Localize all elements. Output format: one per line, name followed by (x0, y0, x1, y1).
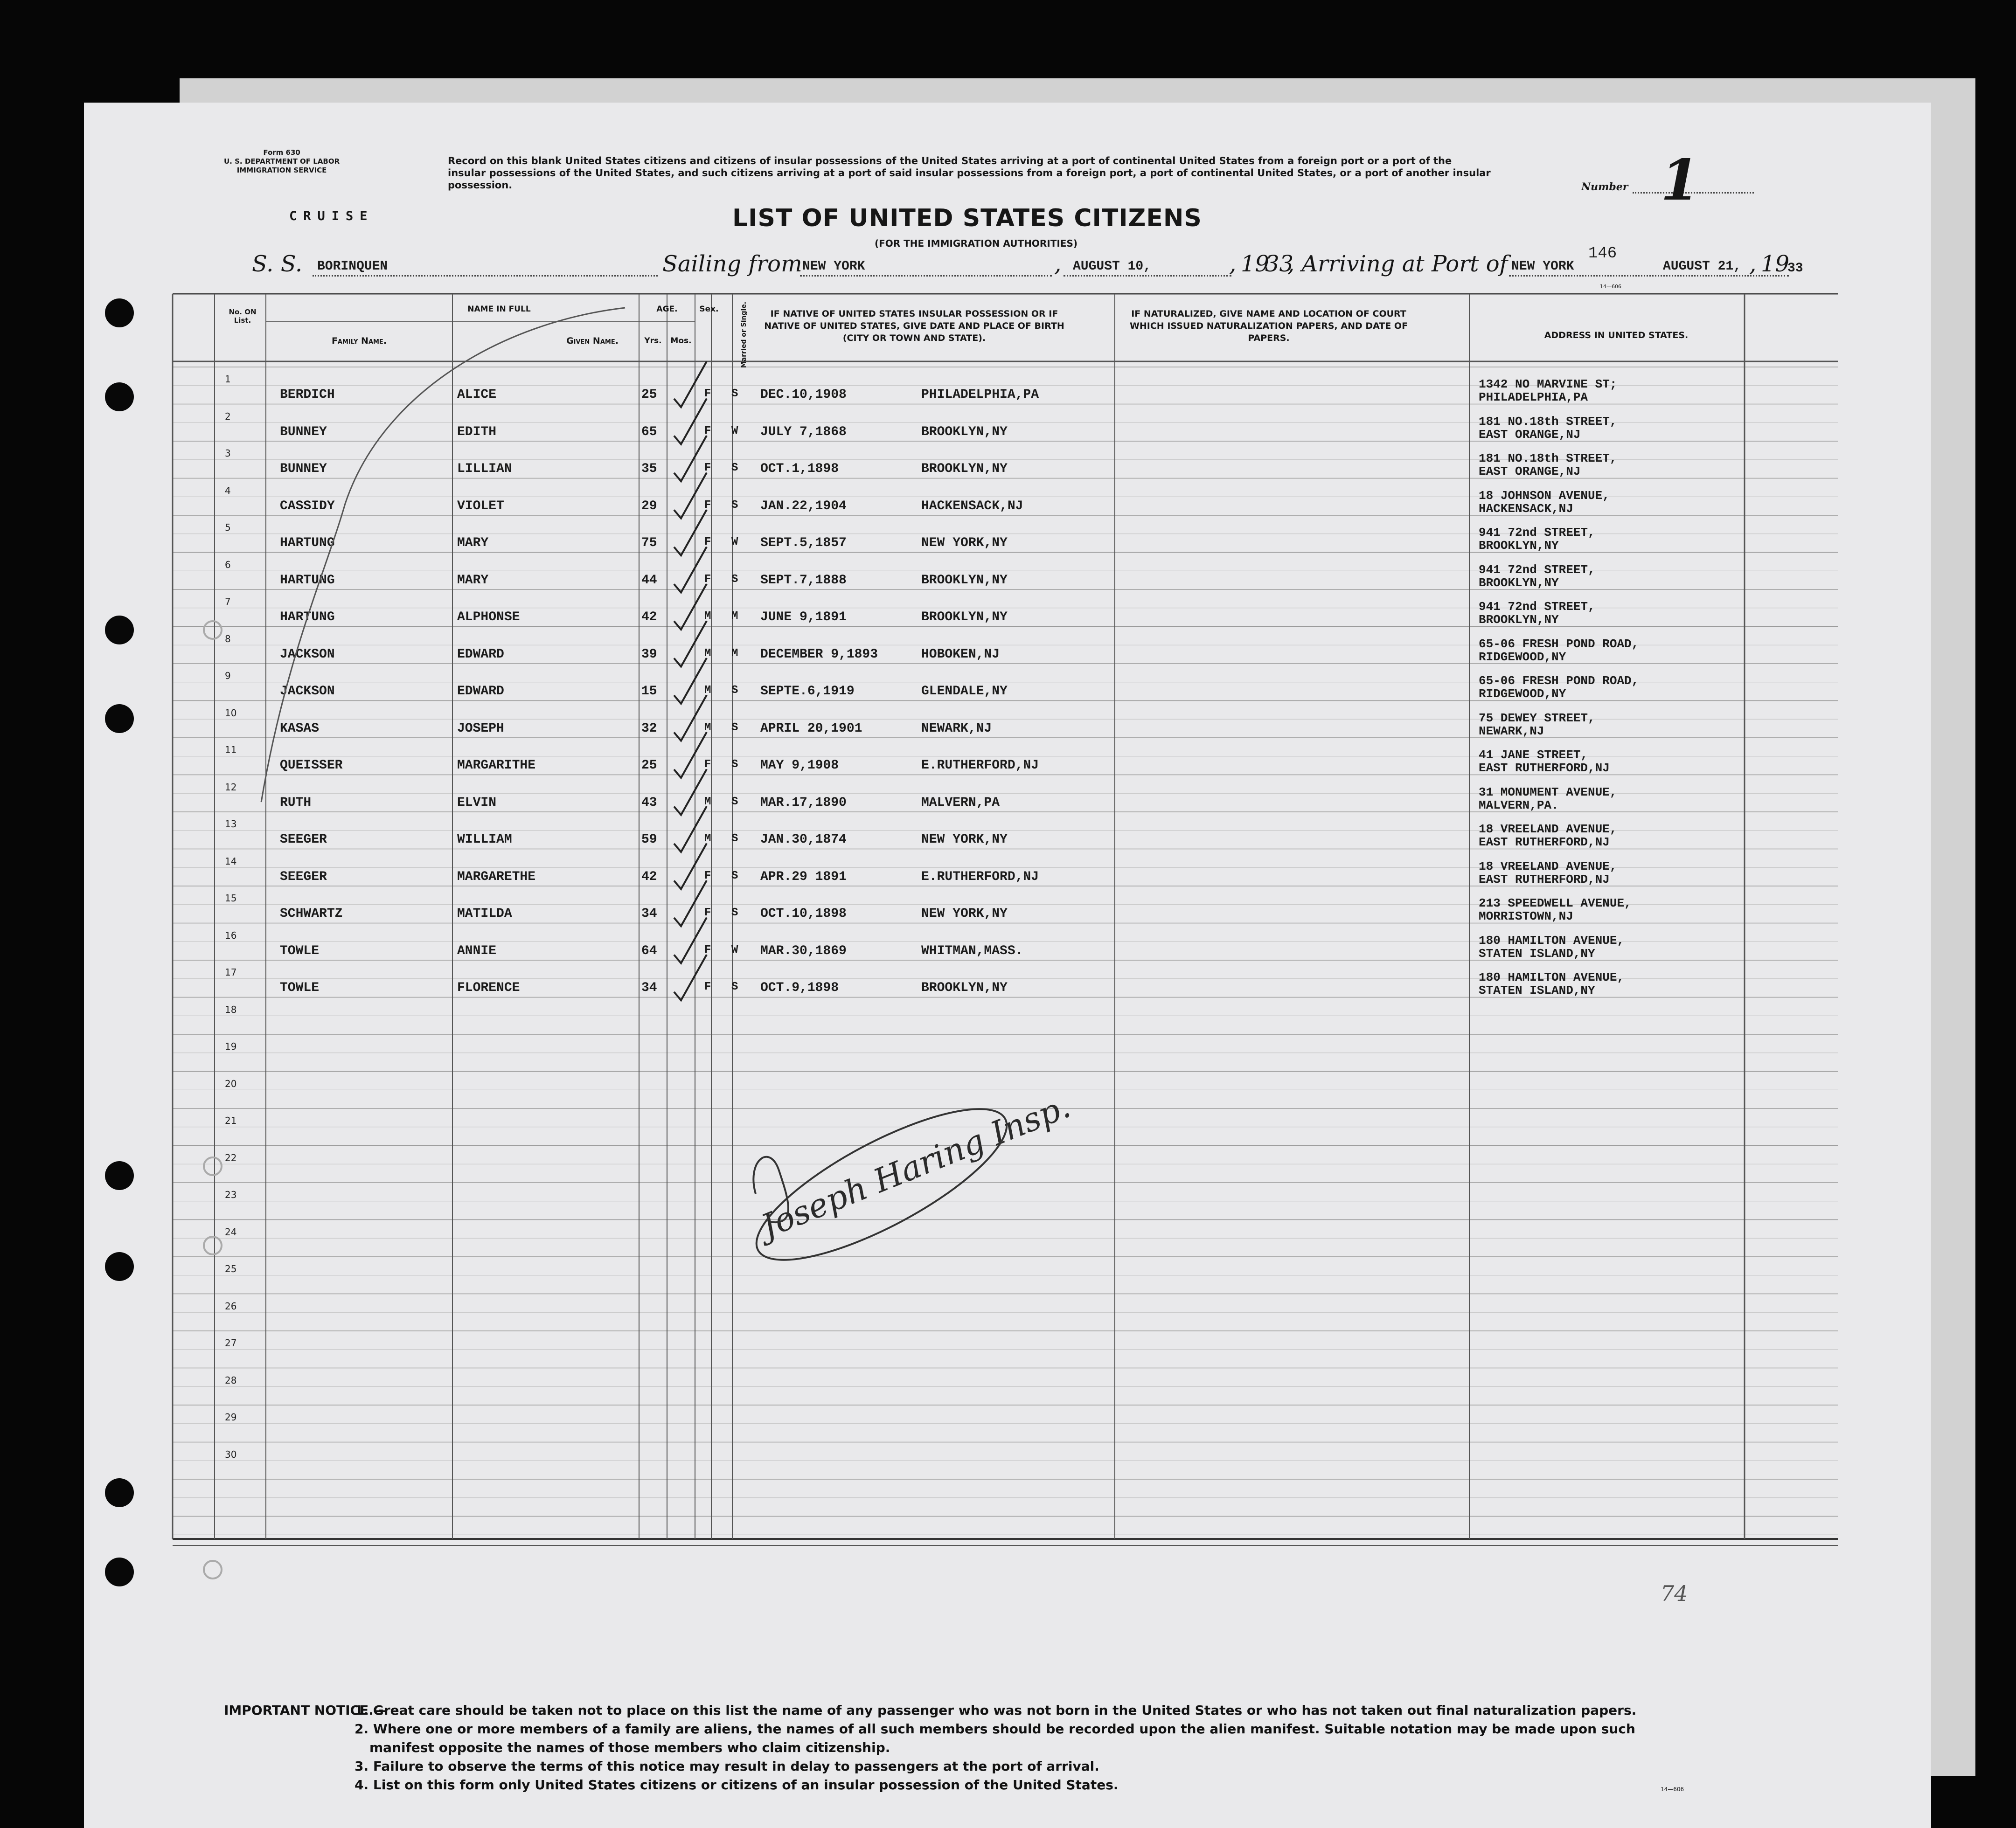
given-name-cell: MARY (457, 536, 489, 550)
given-name-cell: WILLIAM (457, 832, 512, 847)
birth-place-cell: NEWARK,NJ (921, 721, 992, 736)
family-name-cell: SEEGER (280, 869, 327, 884)
birth-place-cell: BROOKLYN,NY (921, 573, 1008, 588)
marital-status-cell: S (731, 907, 738, 919)
header-no-on-list: No. ON List. (229, 308, 257, 325)
row-number: 29 (225, 1412, 237, 1423)
family-name-cell: HARTUNG (280, 610, 335, 624)
header-age: AGE. (656, 305, 678, 314)
marital-status-cell: S (731, 462, 738, 474)
address-line-2: STATEN ISLAND,NY (1479, 983, 1595, 997)
birth-date-cell: SEPTE.6,1919 (760, 684, 855, 699)
sex-cell: F (704, 758, 711, 771)
number-label: Number (1581, 181, 1628, 193)
age-cell: 29 (641, 499, 657, 513)
birth-place-cell: WHITMAN,MASS. (921, 943, 1023, 958)
notice-heading: IMPORTANT NOTICE.— (224, 1703, 387, 1718)
marital-status-cell: S (731, 758, 738, 771)
header-naturalized: IF NATURALIZED, GIVE NAME AND LOCATION OF COURT WHICH ISSUED NATURALIZATION PAPERS, AND DATE OF PAPERS. (1129, 309, 1408, 343)
row-number: 13 (225, 818, 237, 830)
header-address: ADDRESS IN UNITED STATES. (1544, 330, 1689, 340)
row-number: 23 (225, 1189, 237, 1200)
age-cell: 34 (641, 907, 657, 921)
manifest-page (84, 103, 1931, 1828)
given-name-cell: MARGARITHE (457, 758, 536, 773)
address-line-2: RIDGEWOOD,NY (1479, 650, 1566, 664)
birth-place-cell: BROOKLYN,NY (921, 610, 1008, 624)
marital-status-cell: W (731, 943, 738, 956)
address-line-1: 18 VREELAND AVENUE, (1479, 822, 1617, 836)
binder-hole (105, 1558, 134, 1586)
sex-cell: F (704, 981, 711, 993)
family-name-cell: SEEGER (280, 832, 327, 847)
notice-item-1: 1. Great care should be taken not to place on this list the name of any passenger who was not born in the United States or who has not taken out final naturalization papers. (355, 1703, 1637, 1718)
age-cell: 34 (641, 981, 657, 995)
birth-place-cell: NEW YORK,NY (921, 832, 1008, 847)
family-name-cell: SCHWARTZ (280, 907, 343, 921)
address-line-2: EAST RUTHERFORD,NJ (1479, 835, 1610, 849)
row-number: 21 (225, 1115, 237, 1126)
sex-cell: F (704, 573, 711, 586)
address-line-2: EAST RUTHERFORD,NJ (1479, 872, 1610, 886)
age-cell: 15 (641, 684, 657, 699)
given-name-cell: EDITH (457, 424, 497, 439)
row-number: 1 (225, 374, 231, 385)
header-mos: Mos. (670, 336, 692, 346)
row-number: 4 (225, 485, 231, 496)
sex-cell: F (704, 869, 711, 882)
birth-date-cell: MAR.17,1890 (760, 795, 847, 810)
birth-date-cell: APR.29 1891 (760, 869, 847, 884)
marital-status-cell: S (731, 573, 738, 586)
birth-date-cell: OCT.10,1898 (760, 907, 847, 921)
birth-place-cell: BROOKLYN,NY (921, 424, 1008, 439)
list-title: LIST OF UNITED STATES CITIZENS (732, 204, 1202, 232)
given-name-cell: FLORENCE (457, 981, 520, 995)
address-line-2: EAST RUTHERFORD,NJ (1479, 761, 1610, 775)
address-line-2: STATEN ISLAND,NY (1479, 946, 1595, 961)
sex-cell: F (704, 499, 711, 512)
row-number: 19 (225, 1041, 237, 1052)
binder-hole (105, 382, 134, 411)
header-name-in-full: NAME IN FULL (467, 305, 531, 314)
sex-cell: F (704, 907, 711, 919)
row-number: 18 (225, 1004, 237, 1015)
birth-place-cell: NEW YORK,NY (921, 536, 1008, 550)
given-name-cell: EDWARD (457, 684, 504, 699)
given-name-cell: ALICE (457, 388, 497, 402)
row-number: 20 (225, 1078, 237, 1089)
binder-hole-ghost (203, 1560, 222, 1579)
address-line-1: 41 JANE STREET, (1479, 748, 1588, 762)
given-name-cell: ANNIE (457, 943, 497, 958)
binder-hole-ghost (203, 1236, 222, 1255)
row-number: 2 (225, 410, 231, 422)
address-line-1: 941 72nd STREET, (1479, 562, 1595, 577)
comma-3: , (1749, 251, 1757, 277)
arrival-port: NEW YORK (1511, 259, 1574, 274)
address-line-1: 181 NO.18th STREET, (1479, 414, 1617, 429)
address-line-1: 181 NO.18th STREET, (1479, 451, 1617, 465)
birth-place-cell: MALVERN,PA (921, 795, 1000, 810)
arrival-date: AUGUST 21, (1663, 259, 1742, 274)
row-number: 6 (225, 559, 231, 570)
row-number: 10 (225, 707, 237, 719)
age-cell: 59 (641, 832, 657, 847)
arrival-year: 33 (1787, 261, 1803, 276)
age-cell: 25 (641, 388, 657, 402)
given-name-cell: ELVIN (457, 795, 497, 810)
family-name-cell: BERDICH (280, 388, 335, 402)
form-code-bottom: 14—606 (1661, 1786, 1684, 1793)
birth-date-cell: JUNE 9,1891 (760, 610, 847, 624)
marital-status-cell: S (731, 721, 738, 734)
row-number: 28 (225, 1374, 237, 1386)
marital-status-cell: S (731, 499, 738, 512)
row-number: 15 (225, 893, 237, 904)
family-name-cell: TOWLE (280, 981, 320, 995)
family-name-cell: QUEISSER (280, 758, 343, 773)
marital-status-cell: W (731, 536, 738, 548)
sex-cell: M (704, 610, 711, 623)
row-number: 30 (225, 1448, 237, 1460)
family-name-cell: JACKSON (280, 647, 335, 662)
age-cell: 39 (641, 647, 657, 662)
sailing-year: 33 (1265, 251, 1294, 277)
address-line-2: PHILADELPHIA,PA (1479, 390, 1588, 404)
marital-status-cell: S (731, 981, 738, 993)
header-birth: IF NATIVE OF UNITED STATES INSULAR POSSESSION OR IF NATIVE OF UNITED STATES, GIVE DATE AND PLACE OF BIRTH (CITY OR TOWN AND STATE). (764, 309, 1064, 343)
address-line-1: 180 HAMILTON AVENUE, (1479, 933, 1625, 948)
sex-cell: F (704, 388, 711, 400)
age-cell: 32 (641, 721, 657, 736)
marital-status-cell: S (731, 869, 738, 882)
binder-hole (105, 704, 134, 733)
address-line-1: 213 SPEEDWELL AVENUE, (1479, 896, 1632, 910)
sex-cell: M (704, 684, 711, 697)
preamble-text: Record on this blank United States citizens and citizens of insular possessions of the United States arriving at a port of continental United States from a foreign port or a port of the insular possessions of the United States, and such citizens arriving at a port of said insular possessions from a foreign port, a port of continental United States, or a port of another insular possession. (448, 155, 1491, 191)
arriving-label: , Arriving at Port of (1287, 251, 1508, 277)
binder-hole (105, 616, 134, 644)
address-line-2: MORRISTOWN,NJ (1479, 909, 1573, 923)
row-number: 16 (225, 929, 237, 941)
marital-status-cell: S (731, 795, 738, 808)
family-name-cell: RUTH (280, 795, 312, 810)
header-given-name: Given Name. (566, 336, 619, 346)
sailing-label: Sailing from (662, 251, 802, 277)
header-family-name: Family Name. (331, 336, 387, 346)
address-line-1: 941 72nd STREET, (1479, 526, 1595, 540)
binder-hole (105, 1161, 134, 1190)
birth-date-cell: OCT.9,1898 (760, 981, 839, 995)
birth-date-cell: OCT.1,1898 (760, 462, 839, 476)
binder-hole (105, 298, 134, 327)
birth-place-cell: E.RUTHERFORD,NJ (921, 869, 1039, 884)
sailing-year-prefix: 19 (1241, 251, 1270, 277)
family-name-cell: BUNNEY (280, 462, 327, 476)
header-yrs: Yrs. (644, 336, 662, 346)
marital-status-cell: M (731, 610, 738, 623)
row-number: 17 (225, 967, 237, 978)
age-cell: 44 (641, 573, 657, 588)
family-name-cell: TOWLE (280, 943, 320, 958)
sex-cell: F (704, 536, 711, 548)
family-name-cell: CASSIDY (280, 499, 335, 513)
notice-item-4: 4. List on this form only United States citizens or citizens of an insular possession of the United States. (355, 1777, 1119, 1793)
marital-status-cell: S (731, 832, 738, 845)
given-name-cell: MARGARETHE (457, 869, 536, 884)
check-mark (674, 361, 707, 407)
arrival-year-prefix: 19 (1761, 251, 1790, 277)
birth-place-cell: BROOKLYN,NY (921, 981, 1008, 995)
given-name-cell: ALPHONSE (457, 610, 520, 624)
row-number: 8 (225, 633, 231, 644)
sex-cell: F (704, 943, 711, 956)
cruise-label: CRUISE (289, 209, 374, 223)
binder-hole-ghost (203, 620, 222, 640)
given-name-cell: VIOLET (457, 499, 504, 513)
age-cell: 42 (641, 869, 657, 884)
given-name-cell: LILLIAN (457, 462, 512, 476)
family-name-cell: JACKSON (280, 684, 335, 699)
age-cell: 43 (641, 795, 657, 810)
address-line-2: HACKENSACK,NJ (1479, 501, 1573, 516)
stamp-number: 146 (1588, 245, 1617, 263)
address-line-1: 18 JOHNSON AVENUE, (1479, 488, 1610, 503)
ship-name: BORINQUEN (317, 259, 388, 274)
marital-status-cell: W (731, 424, 738, 437)
ss-label: S. S. (252, 251, 303, 277)
birth-date-cell: JULY 7,1868 (760, 424, 847, 439)
birth-date-cell: SEPT.5,1857 (760, 536, 847, 550)
age-cell: 25 (641, 758, 657, 773)
row-number: 11 (225, 744, 237, 755)
birth-place-cell: NEW YORK,NY (921, 907, 1008, 921)
birth-date-cell: DECEMBER 9,1893 (760, 647, 878, 662)
row-number: 26 (225, 1300, 237, 1312)
sex-cell: F (704, 424, 711, 437)
address-line-2: MALVERN,PA. (1479, 798, 1559, 812)
page-mark: 74 (1661, 1581, 1688, 1606)
address-line-1: 65-06 FRESH POND ROAD, (1479, 637, 1639, 651)
age-cell: 64 (641, 943, 657, 958)
address-line-2: BROOKLYN,NY (1479, 613, 1559, 627)
row-number: 22 (225, 1152, 237, 1163)
department-label: U. S. DEPARTMENT OF LABOR (224, 157, 340, 166)
age-cell: 65 (641, 424, 657, 439)
list-subtitle: (FOR THE IMMIGRATION AUTHORITIES) (875, 238, 1078, 249)
family-name-cell: BUNNEY (280, 424, 327, 439)
sex-cell: F (704, 462, 711, 474)
row-number: 14 (225, 855, 237, 867)
notice-item-2a: 2. Where one or more members of a family are aliens, the names of all such members should be recorded upon the alien manifest. Suitable notation may be made upon such (355, 1721, 1635, 1737)
given-name-cell: MATILDA (457, 907, 512, 921)
inspector-signature: Joseph Haring Insp. (756, 1087, 1076, 1246)
birth-place-cell: BROOKLYN,NY (921, 462, 1008, 476)
row-number: 12 (225, 781, 237, 793)
birth-date-cell: DEC.10,1908 (760, 388, 847, 402)
pencil-arc-mark (261, 308, 625, 802)
given-name-cell: JOSEPH (457, 721, 504, 736)
address-line-2: RIDGEWOOD,NY (1479, 687, 1566, 701)
form-code-top: 14—606 (1600, 284, 1621, 290)
row-number: 3 (225, 448, 231, 459)
form-number: Form 630 (263, 148, 300, 157)
signature-flourish (728, 1105, 1054, 1301)
birth-place-cell: PHILADELPHIA,PA (921, 388, 1039, 402)
binder-hole (105, 1252, 134, 1281)
family-name-cell: HARTUNG (280, 536, 335, 550)
notice-item-3: 3. Failure to observe the terms of this notice may result in delay to passengers at the port of arrival. (355, 1759, 1099, 1774)
binder-hole (105, 1478, 134, 1507)
address-line-1: 1342 NO MARVINE ST; (1479, 377, 1617, 391)
address-line-2: EAST ORANGE,NJ (1479, 427, 1581, 442)
family-name-cell: KASAS (280, 721, 320, 736)
address-line-1: 941 72nd STREET, (1479, 600, 1595, 614)
given-name-cell: EDWARD (457, 647, 504, 662)
sex-cell: M (704, 832, 711, 845)
age-cell: 35 (641, 462, 657, 476)
birth-date-cell: JAN.22,1904 (760, 499, 847, 513)
comma-2: , (1229, 251, 1237, 277)
row-number: 25 (225, 1263, 237, 1274)
address-line-2: NEWARK,NJ (1479, 724, 1544, 738)
address-line-1: 180 HAMILTON AVENUE, (1479, 970, 1625, 984)
row-number: 7 (225, 596, 231, 607)
address-line-2: EAST ORANGE,NJ (1479, 464, 1581, 478)
sex-cell: M (704, 647, 711, 660)
sailing-date: AUGUST 10, (1073, 259, 1152, 274)
birth-place-cell: E.RUTHERFORD,NJ (921, 758, 1039, 773)
header-married-single: Married or Single. (740, 301, 748, 368)
sex-cell: M (704, 721, 711, 734)
marital-status-cell: S (731, 388, 738, 400)
birth-place-cell: GLENDALE,NY (921, 684, 1008, 699)
given-name-cell: MARY (457, 573, 489, 588)
number-value: 1 (1661, 147, 1700, 213)
sex-cell: M (704, 795, 711, 808)
birth-place-cell: HACKENSACK,NJ (921, 499, 1023, 513)
row-number: 24 (225, 1226, 237, 1238)
birth-place-cell: HOBOKEN,NJ (921, 647, 1000, 662)
comma-1: , (1054, 251, 1062, 277)
age-cell: 75 (641, 536, 657, 550)
address-line-1: 18 VREELAND AVENUE, (1479, 859, 1617, 873)
address-line-2: BROOKLYN,NY (1479, 539, 1559, 553)
birth-date-cell: MAR.30,1869 (760, 943, 847, 958)
address-line-1: 75 DEWEY STREET, (1479, 711, 1595, 725)
address-line-2: BROOKLYN,NY (1479, 575, 1559, 590)
address-line-1: 31 MONUMENT AVENUE, (1479, 785, 1617, 799)
service-label: IMMIGRATION SERVICE (236, 166, 327, 174)
row-number: 5 (225, 522, 231, 533)
notice-item-2b: manifest opposite the names of those members who claim citizenship. (369, 1740, 890, 1755)
row-number: 9 (225, 670, 231, 681)
birth-date-cell: APRIL 20,1901 (760, 721, 862, 736)
birth-date-cell: MAY 9,1908 (760, 758, 839, 773)
check-marks (84, 103, 1931, 1828)
age-cell: 42 (641, 610, 657, 624)
marital-status-cell: M (731, 647, 738, 660)
address-line-1: 65-06 FRESH POND ROAD, (1479, 674, 1639, 688)
family-name-cell: HARTUNG (280, 573, 335, 588)
marital-status-cell: S (731, 684, 738, 697)
birth-date-cell: JAN.30,1874 (760, 832, 847, 847)
header-sex: Sex. (699, 305, 719, 314)
birth-date-cell: SEPT.7,1888 (760, 573, 847, 588)
row-number: 27 (225, 1337, 237, 1349)
sailing-port: NEW YORK (802, 259, 865, 274)
binder-hole-ghost (203, 1156, 222, 1176)
